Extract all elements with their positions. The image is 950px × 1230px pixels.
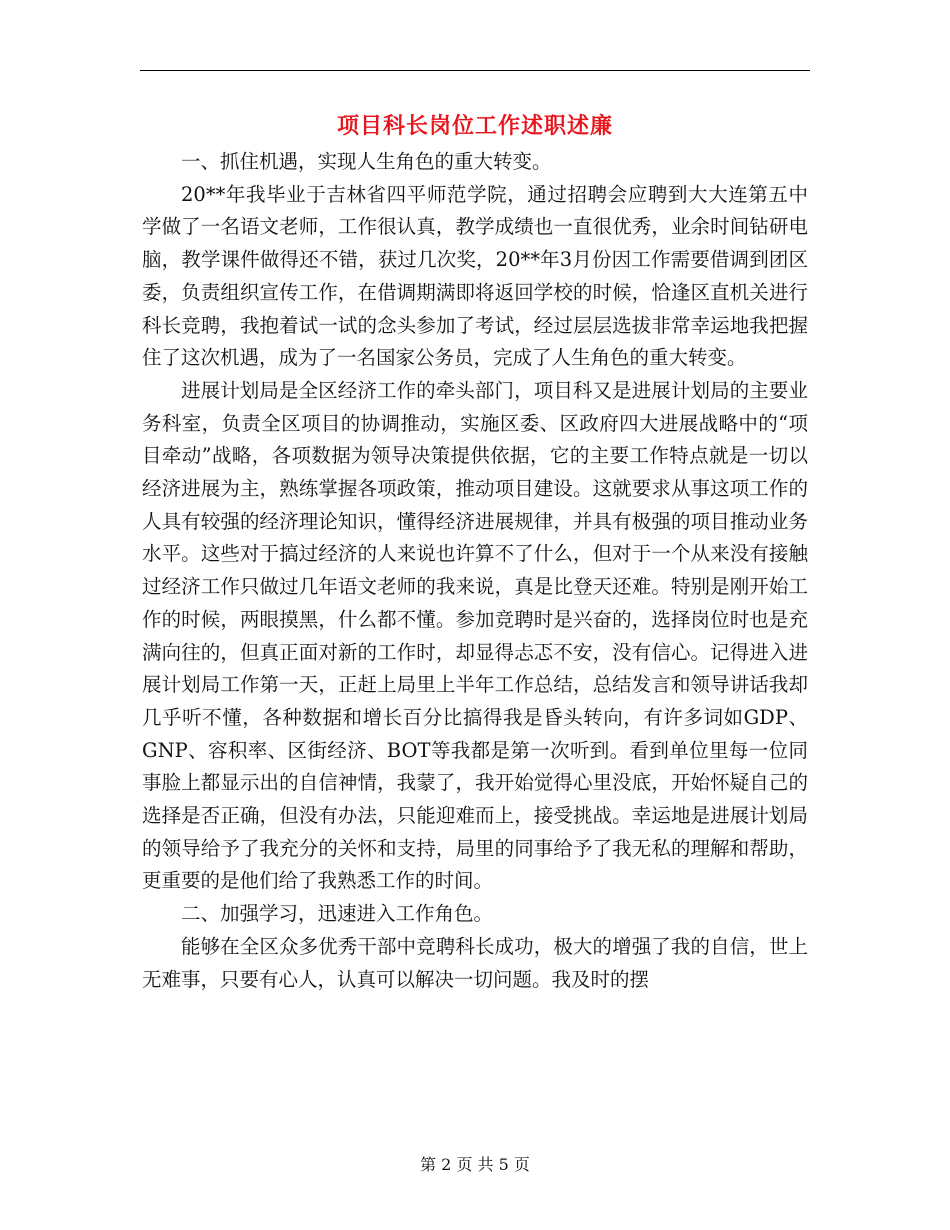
paragraph: 进展计划局是全区经济工作的牵头部门，项目科又是进展计划局的主要业务科室，负责全区项目的协调推动，实施区委、区政府四大进展战略中的“项目牵动”战略，各项数据为领导决策提供依据，它的主要工作特点就是一切以经济进展为主，熟练掌握各项政策，推动项目建设。这就要求从事这项工作的人具有较强的经济理论知识，懂得经济进展规律，并具有极强的项目推动业务水平。这些对于搞过经济的人来说也许算不了什么，但对于一个从来没有接触过经济工作只做过几年语文老师的我来说，真是比登天还难。特别是刚开始工作的时候，两眼摸黑，什么都不懂。参加竞聘时是兴奋的，选择岗位时也是充满向往的，但真正面对新的工作时，却显得忐忑不安，没有信心。记得进入进展计划局工作第一天，正赶上局里上半年工作总结，总结发言和领导讲话我却几乎听不懂，各种数据和增长百分比搞得我是昏头转向，有许多词如GDP、GNP、容积率、区街经济、BOT等我都是第一次听到。看到单位里每一位同事脸上都显示出的自信神情，我蒙了，我开始觉得心里没底，开始怀疑自己的选择是否正确，但没有办法，只能迎难而上，接受挑战。幸运地是进展计划局的领导给予了我充分的关怀和支持，局里的同事给予了我无私的理解和帮助，更重要的是他们给了我熟悉工作的时间。 — [142, 378, 808, 893]
document-title: 项目科长岗位工作述职述廉 — [336, 113, 613, 139]
paragraph: 20**年我毕业于吉林省四平师范学院，通过招聘会应聘到大大连第五中学做了一名语文老师，工作很认真，教学成绩也一直很优秀，业余时间钻研电脑，教学课件做得还不错，获过几次奖，20**年3月份因工作需要借调到团区委，负责组织宣传工作，在借调期满即将返回学校的时候，恰逢区直机关进行科长竞聘，我抱着试一试的念头参加了考试，经过层层选拔非常幸运地我把握住了这次机遇，成为了一名国家公务员，完成了人生角色的重大转变。 — [142, 182, 808, 370]
paragraph: 能够在全区众多优秀干部中竞聘科长成功，极大的增强了我的自信，世上无难事，只要有心人，认真可以解决一切问题。我及时的摆 — [142, 934, 808, 991]
paragraph-section-2-heading: 二、加强学习，迅速进入工作角色。 — [181, 902, 494, 926]
header-rule — [140, 70, 810, 71]
document-body — [142, 146, 808, 996]
page-number-footer: 第 2 页 共 5 页 — [420, 1155, 530, 1174]
paragraph-section-1-heading: 一、抓住机遇，实现人生角色的重大转变。 — [181, 150, 552, 173]
